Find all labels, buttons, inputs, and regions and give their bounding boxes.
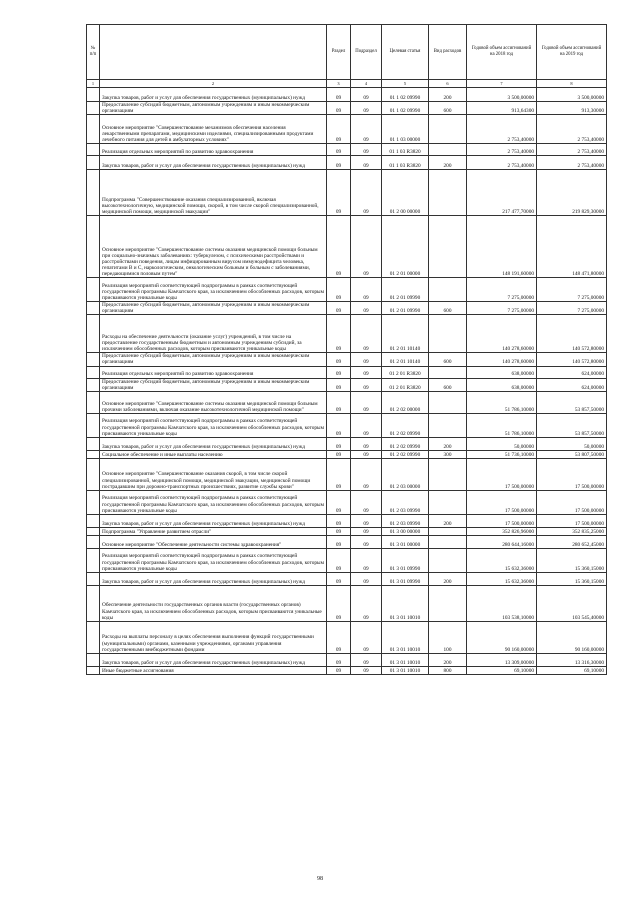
row-subsection: 09 bbox=[351, 378, 382, 391]
row-article: 01 2 02 00000 bbox=[382, 391, 429, 413]
row-name: Закупка товаров, работ и услуг для обеспечения государственных (муниципальных) нужд bbox=[100, 653, 327, 666]
row-number bbox=[87, 514, 100, 527]
row-name: Закупка товаров, работ и услуг для обеспечения государственных (муниципальных) нужд bbox=[100, 437, 327, 450]
row-kind bbox=[429, 315, 467, 353]
row-section: 09 bbox=[327, 437, 351, 450]
row-number bbox=[87, 391, 100, 413]
table-row bbox=[87, 144, 607, 156]
row-subsection: 09 bbox=[351, 144, 382, 156]
row-kind: 800 bbox=[429, 666, 467, 674]
table-row bbox=[87, 666, 607, 674]
row-value-2018: 3 500,00000 bbox=[467, 88, 537, 102]
table-row bbox=[87, 366, 607, 378]
row-value-2018: 13 309,00000 bbox=[467, 653, 537, 666]
row-number bbox=[87, 88, 100, 102]
row-subsection: 09 bbox=[351, 115, 382, 144]
row-subsection: 09 bbox=[351, 621, 382, 653]
row-value-2019: 2 753,40000 bbox=[537, 144, 607, 156]
row-name: Закупка товаров, работ и услуг для обеспечения государственных (муниципальных) нужд bbox=[100, 572, 327, 585]
row-article: 01 2 03 09990 bbox=[382, 490, 429, 514]
column-index: 7 bbox=[467, 80, 537, 88]
row-number bbox=[87, 458, 100, 490]
row-kind bbox=[429, 115, 467, 144]
row-section: 09 bbox=[327, 353, 351, 366]
row-name: Основное мероприятие "Совершенствование оказания скорой, в том числе скорой специализированной, медицинской помощи, медицинской эвакуации, медицинской помощи пострадавшим при дорожно-транспортных происшествиях, развитие службы крови" bbox=[100, 458, 327, 490]
row-number bbox=[87, 572, 100, 585]
column-index: 5 bbox=[382, 80, 429, 88]
row-name: Расходы на выплаты персоналу в целях обеспечения выполнения функций государственными (муниципальными) органами, казенными учреждениями, органами управления государственными внебюджетными фондами bbox=[100, 621, 327, 653]
row-section: 09 bbox=[327, 458, 351, 490]
row-value-2019: 352 835,25000 bbox=[537, 527, 607, 535]
table-row bbox=[87, 527, 607, 535]
row-article: 01 2 00 00000 bbox=[382, 170, 429, 216]
table-row bbox=[87, 278, 607, 302]
row-article: 01 1 03 R3820 bbox=[382, 156, 429, 170]
row-value-2019: 17 500,00000 bbox=[537, 514, 607, 527]
table-row bbox=[87, 88, 607, 102]
row-kind bbox=[429, 366, 467, 378]
row-kind: 200 bbox=[429, 88, 467, 102]
row-number bbox=[87, 527, 100, 535]
column-index: 1 bbox=[87, 80, 100, 88]
row-value-2018: 50,00000 bbox=[467, 437, 537, 450]
row-kind bbox=[429, 391, 467, 413]
row-name: Подпрограмма "Управление развитием отрасли" bbox=[100, 527, 327, 535]
row-number bbox=[87, 548, 100, 572]
row-article: 01 2 01 09990 bbox=[382, 302, 429, 315]
header-name bbox=[100, 25, 327, 80]
row-kind bbox=[429, 170, 467, 216]
row-kind bbox=[429, 413, 467, 437]
row-value-2018: 2 753,40000 bbox=[467, 115, 537, 144]
row-article: 01 2 01 R3820 bbox=[382, 378, 429, 391]
row-name: Основное мероприятие "Совершенствование системы оказания медицинской помощи больным при социально-значимых заболеваниях: туберкулезом, с психическими расстройствами и расстройствами поведения, лицам инфицированным вирусом иммунодефицита человека, гепатитами В и С, наркологическим, онкологическим больным и больным с заболеваниями, передающимися половым путем" bbox=[100, 216, 327, 278]
table-header-row bbox=[87, 25, 607, 80]
row-subsection: 09 bbox=[351, 490, 382, 514]
table-row bbox=[87, 585, 607, 621]
row-subsection: 09 bbox=[351, 315, 382, 353]
row-value-2018: 2 753,40000 bbox=[467, 156, 537, 170]
row-value-2018: 140 278,60000 bbox=[467, 353, 537, 366]
row-section: 09 bbox=[327, 378, 351, 391]
header-article: Целевая статья bbox=[382, 25, 429, 80]
row-value-2019: 15 360,15000 bbox=[537, 572, 607, 585]
row-number bbox=[87, 490, 100, 514]
row-kind bbox=[429, 527, 467, 535]
row-subsection: 09 bbox=[351, 666, 382, 674]
row-article: 01 2 03 09990 bbox=[382, 514, 429, 527]
row-value-2018: 913,64300 bbox=[467, 102, 537, 115]
row-article: 01 3 01 00000 bbox=[382, 535, 429, 548]
row-section: 09 bbox=[327, 527, 351, 535]
row-value-2019: 624,00000 bbox=[537, 378, 607, 391]
row-value-2019: 7 275,00000 bbox=[537, 278, 607, 302]
row-value-2019: 2 753,40000 bbox=[537, 115, 607, 144]
header-vol2018: Годовой объем ассигнований на 2018 год bbox=[467, 25, 537, 80]
row-value-2018: 280 644,16000 bbox=[467, 535, 537, 548]
row-value-2018: 148 191,60000 bbox=[467, 216, 537, 278]
row-kind: 200 bbox=[429, 514, 467, 527]
row-subsection: 09 bbox=[351, 156, 382, 170]
row-section: 09 bbox=[327, 302, 351, 315]
row-value-2019: 53 857,50000 bbox=[537, 413, 607, 437]
row-section: 09 bbox=[327, 366, 351, 378]
row-value-2018: 51 736,10000 bbox=[467, 450, 537, 458]
row-kind: 600 bbox=[429, 353, 467, 366]
column-index: 6 bbox=[429, 80, 467, 88]
row-kind: 200 bbox=[429, 437, 467, 450]
row-name: Закупка товаров, работ и услуг для обеспечения государственных (муниципальных) нужд bbox=[100, 156, 327, 170]
row-kind: 200 bbox=[429, 572, 467, 585]
row-article: 01 3 01 10010 bbox=[382, 653, 429, 666]
header-vol2019: Годовой объем ассигнований на 2019 год bbox=[537, 25, 607, 80]
row-section: 09 bbox=[327, 88, 351, 102]
row-subsection: 09 bbox=[351, 653, 382, 666]
row-value-2019: 913,30000 bbox=[537, 102, 607, 115]
table-row bbox=[87, 413, 607, 437]
row-name: Закупка товаров, работ и услуг для обеспечения государственных (муниципальных) нужд bbox=[100, 514, 327, 527]
row-number bbox=[87, 156, 100, 170]
table-row bbox=[87, 115, 607, 144]
row-subsection: 09 bbox=[351, 527, 382, 535]
row-value-2018: 217 477,70000 bbox=[467, 170, 537, 216]
row-name: Предоставление субсидий бюджетным, автономным учреждениям и иным некоммерческим организациям bbox=[100, 378, 327, 391]
row-value-2018: 15 632,36000 bbox=[467, 548, 537, 572]
table-body bbox=[87, 88, 607, 675]
row-section: 09 bbox=[327, 548, 351, 572]
row-value-2018: 69,10000 bbox=[467, 666, 537, 674]
row-article: 01 1 02 09990 bbox=[382, 88, 429, 102]
row-section: 09 bbox=[327, 666, 351, 674]
row-name: Предоставление субсидий бюджетным, автономным учреждениям и иным некоммерческим организациям bbox=[100, 302, 327, 315]
row-subsection: 09 bbox=[351, 353, 382, 366]
row-value-2018: 7 275,00000 bbox=[467, 278, 537, 302]
row-number bbox=[87, 278, 100, 302]
row-section: 09 bbox=[327, 490, 351, 514]
row-value-2019: 15 360,15000 bbox=[537, 548, 607, 572]
table-row bbox=[87, 170, 607, 216]
row-kind bbox=[429, 216, 467, 278]
row-section: 09 bbox=[327, 450, 351, 458]
row-article: 01 2 03 00000 bbox=[382, 458, 429, 490]
row-name: Основное мероприятие "Совершенствование системы оказания медицинской помощи больным прочими заболеваниями, включая оказание высокотехнологичной медицинской помощи" bbox=[100, 391, 327, 413]
table-row bbox=[87, 621, 607, 653]
row-number bbox=[87, 666, 100, 674]
row-kind: 600 bbox=[429, 378, 467, 391]
row-section: 09 bbox=[327, 216, 351, 278]
row-number bbox=[87, 585, 100, 621]
table-row bbox=[87, 378, 607, 391]
row-kind bbox=[429, 458, 467, 490]
row-kind bbox=[429, 548, 467, 572]
budget-table bbox=[86, 24, 607, 675]
column-index-row bbox=[87, 80, 607, 88]
row-name: Реализация отдельных мероприятий по развитию здравоохранения bbox=[100, 144, 327, 156]
row-value-2019: 2 753,40000 bbox=[537, 156, 607, 170]
row-subsection: 09 bbox=[351, 450, 382, 458]
table-row bbox=[87, 102, 607, 115]
row-section: 09 bbox=[327, 413, 351, 437]
row-number bbox=[87, 653, 100, 666]
row-value-2018: 352 826,96000 bbox=[467, 527, 537, 535]
row-article: 01 1 02 09990 bbox=[382, 102, 429, 115]
row-section: 09 bbox=[327, 585, 351, 621]
row-subsection: 09 bbox=[351, 216, 382, 278]
row-value-2018: 17 500,00000 bbox=[467, 490, 537, 514]
table-row bbox=[87, 216, 607, 278]
row-subsection: 09 bbox=[351, 413, 382, 437]
row-value-2019: 53 857,50000 bbox=[537, 391, 607, 413]
row-kind bbox=[429, 490, 467, 514]
row-name: Основное мероприятие "Совершенствование механизмов обеспечения населения лекарственными препаратами, медицинскими изделиями, специализированными продуктами лечебного питания для детей в амбулаторных условиях" bbox=[100, 115, 327, 144]
row-value-2019: 7 275,00000 bbox=[537, 302, 607, 315]
row-name: Реализация мероприятий соответствующей подпрограммы в рамках соответствующей государственной программы Камчатского края, за исключением обособленных расходов, которым присваиваются уникальные коды bbox=[100, 548, 327, 572]
row-section: 09 bbox=[327, 102, 351, 115]
row-name: Подпрограмма "Совершенствование оказания специализированной, включая высокотехнологичную, медицинской помощи, скорой, в том числе скорой специализированной, медицинской помощи, медицинской эвакуации" bbox=[100, 170, 327, 216]
row-article: 01 2 02 09990 bbox=[382, 450, 429, 458]
row-value-2018: 140 278,60000 bbox=[467, 315, 537, 353]
row-number bbox=[87, 302, 100, 315]
row-value-2018: 17 500,00000 bbox=[467, 514, 537, 527]
row-value-2018: 51 786,10000 bbox=[467, 413, 537, 437]
row-name: Предоставление субсидий бюджетным, автономным учреждениям и иным некоммерческим организациям bbox=[100, 102, 327, 115]
row-kind: 300 bbox=[429, 450, 467, 458]
table-row bbox=[87, 437, 607, 450]
row-value-2019: 140 572,80000 bbox=[537, 315, 607, 353]
row-kind: 100 bbox=[429, 621, 467, 653]
row-value-2018: 103 538,10000 bbox=[467, 585, 537, 621]
row-number bbox=[87, 413, 100, 437]
row-number bbox=[87, 315, 100, 353]
row-section: 09 bbox=[327, 170, 351, 216]
row-subsection: 09 bbox=[351, 302, 382, 315]
row-number bbox=[87, 437, 100, 450]
row-name: Обеспечение деятельности государственных органов власти (государственных органов) Камчатского края, за исключением обособленных расходов, которым присваиваются уникальные коды bbox=[100, 585, 327, 621]
table-row bbox=[87, 548, 607, 572]
row-value-2019: 13 316,30000 bbox=[537, 653, 607, 666]
row-kind bbox=[429, 144, 467, 156]
row-number bbox=[87, 378, 100, 391]
row-number bbox=[87, 450, 100, 458]
table-row bbox=[87, 490, 607, 514]
header-section: Раздел bbox=[327, 25, 351, 80]
row-section: 09 bbox=[327, 391, 351, 413]
row-value-2018: 7 275,00000 bbox=[467, 302, 537, 315]
row-number bbox=[87, 102, 100, 115]
row-value-2019: 280 652,45000 bbox=[537, 535, 607, 548]
row-article: 01 1 03 R3820 bbox=[382, 144, 429, 156]
row-name: Реализация мероприятий соответствующей подпрограммы в рамках соответствующей государственной программы Камчатского края, за исключением обособленных расходов, которым присваиваются уникальные коды bbox=[100, 413, 327, 437]
header-num: № п/п bbox=[87, 25, 100, 80]
row-name: Иные бюджетные ассигнования bbox=[100, 666, 327, 674]
row-section: 09 bbox=[327, 572, 351, 585]
row-subsection: 09 bbox=[351, 88, 382, 102]
row-section: 09 bbox=[327, 621, 351, 653]
row-name: Реализация мероприятий соответствующей подпрограммы в рамках соответствующей государственной программы Камчатского края, за исключением обособленных расходов, которым присваиваются уникальные коды bbox=[100, 278, 327, 302]
row-value-2018: 17 500,00000 bbox=[467, 458, 537, 490]
row-subsection: 09 bbox=[351, 548, 382, 572]
row-number bbox=[87, 216, 100, 278]
row-article: 01 3 01 10010 bbox=[382, 666, 429, 674]
row-name: Реализация мероприятий соответствующей подпрограммы в рамках соответствующей государственной программы Камчатского края, за исключением обособленных расходов, которым присваиваются уникальные коды bbox=[100, 490, 327, 514]
row-kind bbox=[429, 585, 467, 621]
row-value-2019: 140 572,80000 bbox=[537, 353, 607, 366]
row-article: 01 3 01 10010 bbox=[382, 621, 429, 653]
header-kind: Вид расходов bbox=[429, 25, 467, 80]
row-name: Реализация отдельных мероприятий по развитию здравоохранения bbox=[100, 366, 327, 378]
row-subsection: 09 bbox=[351, 572, 382, 585]
row-value-2019: 69,10000 bbox=[537, 666, 607, 674]
row-section: 09 bbox=[327, 144, 351, 156]
row-name: Предоставление субсидий бюджетным, автономным учреждениям и иным некоммерческим организациям bbox=[100, 353, 327, 366]
row-value-2018: 638,00000 bbox=[467, 366, 537, 378]
row-value-2019: 103 545,40000 bbox=[537, 585, 607, 621]
row-subsection: 09 bbox=[351, 278, 382, 302]
row-number bbox=[87, 353, 100, 366]
row-subsection: 09 bbox=[351, 437, 382, 450]
row-article: 01 1 03 00000 bbox=[382, 115, 429, 144]
row-section: 09 bbox=[327, 156, 351, 170]
row-kind: 600 bbox=[429, 302, 467, 315]
row-article: 01 2 02 09990 bbox=[382, 413, 429, 437]
row-article: 01 2 01 10140 bbox=[382, 315, 429, 353]
row-number bbox=[87, 621, 100, 653]
row-subsection: 09 bbox=[351, 535, 382, 548]
row-article: 01 2 02 09990 bbox=[382, 437, 429, 450]
row-value-2018: 51 786,10000 bbox=[467, 391, 537, 413]
column-index: 2 bbox=[100, 80, 327, 88]
row-value-2019: 624,00000 bbox=[537, 366, 607, 378]
row-value-2018: 15 632,36000 bbox=[467, 572, 537, 585]
row-kind: 200 bbox=[429, 653, 467, 666]
table-row bbox=[87, 572, 607, 585]
row-article: 01 3 01 10010 bbox=[382, 585, 429, 621]
row-value-2018: 90 160,00000 bbox=[467, 621, 537, 653]
row-number bbox=[87, 115, 100, 144]
row-article: 01 2 01 R3820 bbox=[382, 366, 429, 378]
header-subsection: Подраздел bbox=[351, 25, 382, 80]
table-row bbox=[87, 535, 607, 548]
row-section: 09 bbox=[327, 535, 351, 548]
row-section: 09 bbox=[327, 115, 351, 144]
row-kind: 200 bbox=[429, 156, 467, 170]
row-subsection: 09 bbox=[351, 585, 382, 621]
row-name: Социальное обеспечение и иные выплаты населению bbox=[100, 450, 327, 458]
row-subsection: 09 bbox=[351, 458, 382, 490]
row-value-2019: 3 500,00000 bbox=[537, 88, 607, 102]
row-value-2018: 638,00000 bbox=[467, 378, 537, 391]
row-value-2019: 17 500,00000 bbox=[537, 490, 607, 514]
row-value-2019: 90 160,00000 bbox=[537, 621, 607, 653]
row-article: 01 2 01 10140 bbox=[382, 353, 429, 366]
row-name: Закупка товаров, работ и услуг для обеспечения государственных (муниципальных) нужд bbox=[100, 88, 327, 102]
column-index: 3 bbox=[327, 80, 351, 88]
row-section: 09 bbox=[327, 278, 351, 302]
table-row bbox=[87, 315, 607, 353]
row-name: Основное мероприятие "Обеспечение деятельности системы здравоохранения" bbox=[100, 535, 327, 548]
row-value-2019: 148 471,80000 bbox=[537, 216, 607, 278]
row-section: 09 bbox=[327, 514, 351, 527]
table-row bbox=[87, 450, 607, 458]
row-kind bbox=[429, 535, 467, 548]
table-row bbox=[87, 514, 607, 527]
row-subsection: 09 bbox=[351, 391, 382, 413]
table-row bbox=[87, 353, 607, 366]
table-row bbox=[87, 302, 607, 315]
row-section: 09 bbox=[327, 653, 351, 666]
row-article: 01 2 01 09990 bbox=[382, 278, 429, 302]
table-row bbox=[87, 156, 607, 170]
row-number bbox=[87, 535, 100, 548]
row-subsection: 09 bbox=[351, 102, 382, 115]
row-article: 01 3 01 09990 bbox=[382, 572, 429, 585]
table-row bbox=[87, 391, 607, 413]
column-index: 8 bbox=[537, 80, 607, 88]
row-article: 01 2 01 00000 bbox=[382, 216, 429, 278]
row-number bbox=[87, 366, 100, 378]
row-number bbox=[87, 170, 100, 216]
page-number: 98 bbox=[317, 876, 323, 882]
table-row bbox=[87, 653, 607, 666]
row-value-2019: 50,00000 bbox=[537, 437, 607, 450]
row-subsection: 09 bbox=[351, 366, 382, 378]
row-value-2018: 2 753,40000 bbox=[467, 144, 537, 156]
row-number bbox=[87, 144, 100, 156]
row-article: 01 3 01 09990 bbox=[382, 548, 429, 572]
row-section: 09 bbox=[327, 315, 351, 353]
row-name: Расходы на обеспечение деятельности (оказание услуг) учреждений, в том числе на предоставление государственным бюджетным и автономным учреждениям субсидий, за исключением обособленных расходов, которым присваиваются уникальные коды bbox=[100, 315, 327, 353]
row-value-2019: 53 807,50000 bbox=[537, 450, 607, 458]
row-value-2019: 17 500,00000 bbox=[537, 458, 607, 490]
row-kind bbox=[429, 278, 467, 302]
column-index: 4 bbox=[351, 80, 382, 88]
table-row bbox=[87, 458, 607, 490]
row-subsection: 09 bbox=[351, 514, 382, 527]
row-kind: 600 bbox=[429, 102, 467, 115]
row-value-2019: 219 829,30000 bbox=[537, 170, 607, 216]
row-subsection: 09 bbox=[351, 170, 382, 216]
row-article: 01 3 00 00000 bbox=[382, 527, 429, 535]
